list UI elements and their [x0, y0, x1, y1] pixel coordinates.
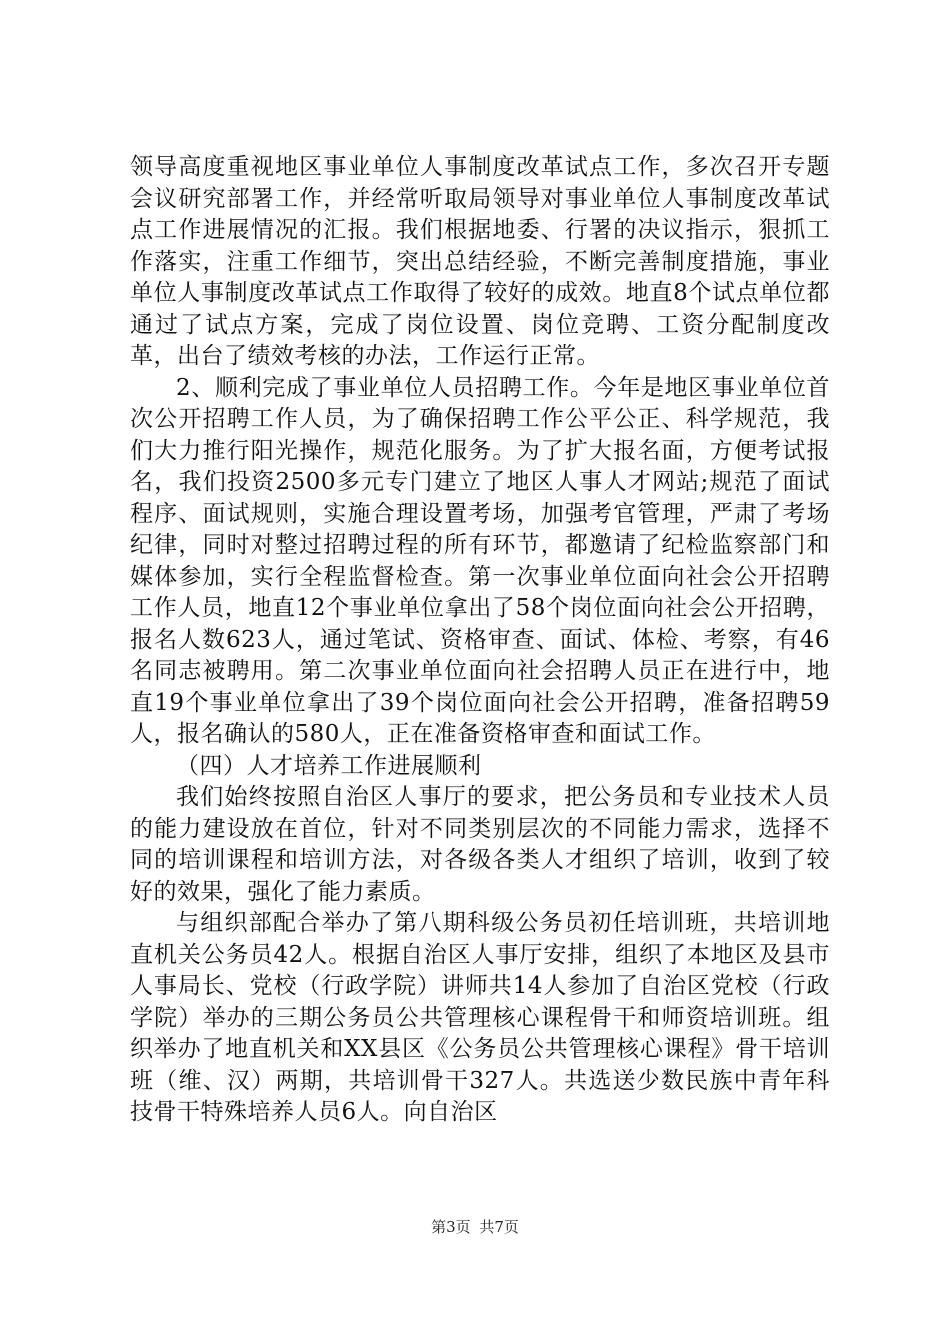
paragraph-training-overview: 我们始终按照自治区人事厅的要求，把公务员和专业技术人员的能力建设放在首位，针对不同类别层次的不同能力需求，选择不同的培训课程和培训方法，对各级各类人才组织了培训，收到了较好的效果，强化了能力素质。	[130, 784, 830, 905]
paragraph-reform-pilot: 领导高度重视地区事业单位人事制度改革试点工作，多次召开专题会议研究部署工作，并经常听取局领导对事业单位人事制度改革试点工作进展情况的汇报。我们根据地委、行署的决议指示，狠抓工作落实，注重工作细节，突出总结经验，不断完善制度措施，事业单位人事制度改革试点工作取得了较好的成效。地直8个试点单位都通过了试点方案，完成了岗位设置、岗位竞聘、工资分配制度改革，出台了绩效考核的办法，工作运行正常。	[130, 154, 830, 369]
page-total: 共7页	[479, 1218, 519, 1236]
page-footer	[0, 1216, 950, 1237]
paragraph-training-details: 与组织部配合举办了第八期科级公务员初任培训班，共培训地直机关公务员42人。根据自治区人事厅安排，组织了本地区及县市人事局长、党校（行政学院）讲师共14人参加了自治区党校（行政学院）举办的三期公务员公共管理核心课程骨干和师资培训班。组织举办了地直机关和XX县区《公务员公共管理核心课程》骨干培训班（维、汉）两期，共培训骨干327人。共选送少数民族中青年科技骨干特殊培养人员6人。向自治区	[130, 910, 830, 1125]
document-body	[130, 152, 830, 1129]
section-heading-talent-training: （四）人才培养工作进展顺利	[176, 752, 482, 779]
paragraph-recruitment: 2、顺利完成了事业单位人员招聘工作。今年是地区事业单位首次公开招聘工作人员，为了确保招聘工作公平公正、科学规范，我们大力推行阳光操作，规范化服务。为了扩大报名面，方便考试报名，我们投资2500多元专门建立了地区人事人才网站;规范了面试程序、面试规则，实施合理设置考场，加强考官管理，严肃了考场纪律，同时对整过招聘过程的所有环节，都邀请了纪检监察部门和媒体参加，实行全程监督检查。第一次事业单位面向社会公开招聘工作人员，地直12个事业单位拿出了58个岗位面向社会公开招聘，报名人数623人，通过笔试、资格审查、面试、体检、考察，有46名同志被聘用。第二次事业单位面向社会招聘人员正在进行中，地直19个事业单位拿出了39个岗位面向社会公开招聘，准备招聘59人，报名确认的580人，正在准备资格审查和面试工作。	[130, 374, 830, 747]
page-number: 第3页	[431, 1218, 471, 1236]
